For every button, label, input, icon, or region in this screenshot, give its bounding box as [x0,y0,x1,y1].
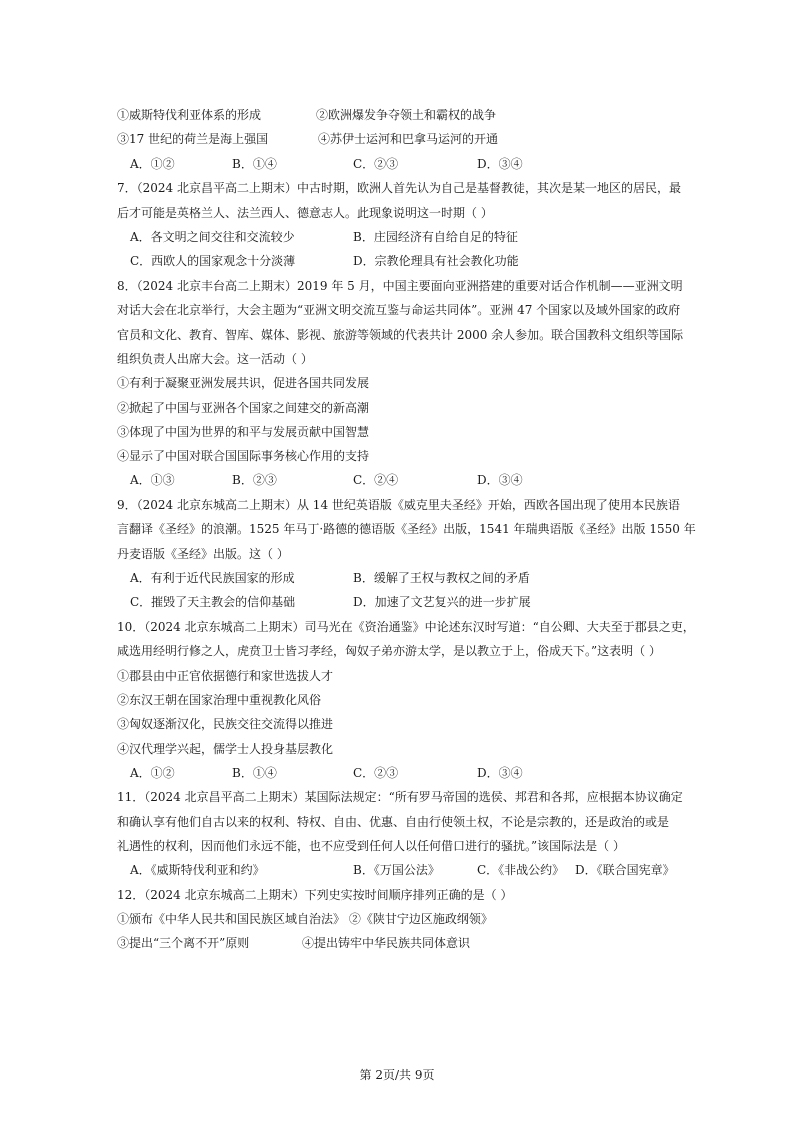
q9-option-a: A．有利于近代民族国家的形成 [130,571,295,585]
q8-item-4: ④显示了中国对联合国国际事务核心作用的支持 [117,449,370,463]
q7-stem-line-2: 后才可能是英格兰人、法兰西人、德意志人。此现象说明这一时期（ ） [117,206,493,220]
q8-choice-c: C．②④ [353,473,399,487]
q6-choice-d: D．③④ [477,157,523,171]
q8-item-1: ①有利于凝聚亚洲发展共识，促进各国共同发展 [117,376,370,390]
q7-option-b: B．庄园经济有自给自足的特征 [353,230,518,244]
q11-option-a: A．《威斯特伐利亚和约》 [130,863,265,877]
q8-stem-line-1: 8．（2024 北京丰台高二上期末）2019 年 5 月，中国主要面向亚洲搭建的重要对话合作机制——亚洲文明 [117,279,683,293]
q9-stem-line-2: 言翻译《圣经》的浪潮。1525 年马丁·路德的德语版《圣经》出版，1541 年瑞典语版《圣经》出版 1550 年 [117,522,696,536]
q12-stem-line-1: 12．（2024 北京东城高二上期末）下列史实按时间顺序排列正确的是（ ） [117,888,513,902]
q6-item-4: ④苏伊士运河和巴拿马运河的开通 [318,132,499,146]
q6-choice-a: A．①② [130,157,175,171]
q8-choice-b: B．②③ [232,473,277,487]
q8-choice-a: A．①③ [130,473,175,487]
q10-stem-line-1: 10．（2024 北京东城高二上期末）司马光在《资治通鉴》中论述东汉时写道：“自公卿、大夫至于郡县之吏， [117,620,695,634]
q6-item-1: ①威斯特伐利亚体系的形成 [117,108,262,122]
q9-option-d: D．加速了文艺复兴的进一步扩展 [353,595,531,609]
q7-option-c: C．西欧人的国家观念十分淡薄 [130,254,296,268]
q11-stem-line-3: 礼遇性的权利，因而他们永远不能，也不应受到任何人以任何借口进行的骚扰。”该国际法是（ ） [117,839,625,853]
q10-item-2: ②东汉王朝在国家治理中重视教化风俗 [117,693,322,707]
q7-option-d: D．宗教伦理具有社会教化功能 [353,254,519,268]
q8-item-3: ③体现了中国为世界的和平与发展贡献中国智慧 [117,425,370,439]
q8-stem-line-2: 对话大会在北京举行，大会主题为“亚洲文明交流互鉴与命运共同体”。亚洲 47 个国家以及域外国家的政府 [117,303,681,317]
q10-choice-d: D．③④ [477,766,523,780]
q8-stem-line-4: 组织负责人出席大会。这一活动（ ） [117,352,313,366]
q6-choice-b: B．①④ [232,157,277,171]
q12-items-row-1: ①颁布《中华人民共和国民族区域自治法》 ②《陕甘宁边区施政纲领》 [117,912,493,926]
q10-choice-c: C．②③ [353,766,399,780]
q10-choice-a: A．①② [130,766,175,780]
q9-stem-line-3: 丹麦语版《圣经》出版。这（ ） [117,547,289,561]
q11-option-d: D．《联合国宪章》 [575,863,675,877]
q7-option-a: A．各文明之间交往和交流较少 [130,230,295,244]
q9-option-c: C．摧毁了天主教会的信仰基础 [130,595,296,609]
q10-choice-b: B．①④ [232,766,277,780]
q6-item-2: ②欧洲爆发争夺领土和霸权的战争 [316,108,497,122]
q12-item-4: ④提出铸牢中华民族共同体意识 [302,936,471,950]
page-number-footer: 第 2页/共 9页 [359,1068,435,1082]
q11-option-b: B．《万国公法》 [353,863,440,877]
q11-option-c: C．《非战公约》 [477,863,565,877]
q10-item-3: ③匈奴逐渐汉化，民族交往交流得以推进 [117,717,334,731]
q11-stem-line-1: 11．（2024 北京昌平高二上期末）某国际法规定：“所有罗马帝国的选侯、邦君和各邦，应根据本协议确定 [117,790,683,804]
q6-choice-c: C．②③ [353,157,399,171]
q8-choice-d: D．③④ [477,473,523,487]
q6-item-3: ③17 世纪的荷兰是海上强国 [117,132,269,146]
q11-stem-line-2: 和确认享有他们自古以来的权利、特权、自由、优惠、自由行使领土权，不论是宗教的，还是政治的或是 [117,815,670,829]
q10-item-1: ①郡县由中正官依据德行和家世选拔人才 [117,669,334,683]
q10-stem-line-2: 咸选用经明行修之人，虎贲卫士皆习孝经，匈奴子弟亦游太学，是以教立于上，俗成天下。”这表明（ ） [117,644,661,658]
q7-stem-line-1: 7．（2024 北京昌平高二上期末）中古时期，欧洲人首先认为自己是基督教徒，其次是某一地区的居民，最 [117,181,681,195]
q10-item-4: ④汉代理学兴起，儒学士人投身基层教化 [117,742,334,756]
q8-item-2: ②掀起了中国与亚洲各个国家之间建交的新高潮 [117,401,370,415]
q12-item-3: ③提出“三个离不开”原则 [117,936,250,950]
q9-stem-line-1: 9．（2024 北京东城高二上期末）从 14 世纪英语版《威克里夫圣经》开始，西欧各国出现了使用本民族语 [117,498,680,512]
q9-option-b: B．缓解了王权与教权之间的矛盾 [353,571,530,585]
q8-stem-line-3: 官员和文化、教育、智库、媒体、影视、旅游等领域的代表共计 2000 余人参加。联合国教科文组织等国际 [117,328,684,342]
